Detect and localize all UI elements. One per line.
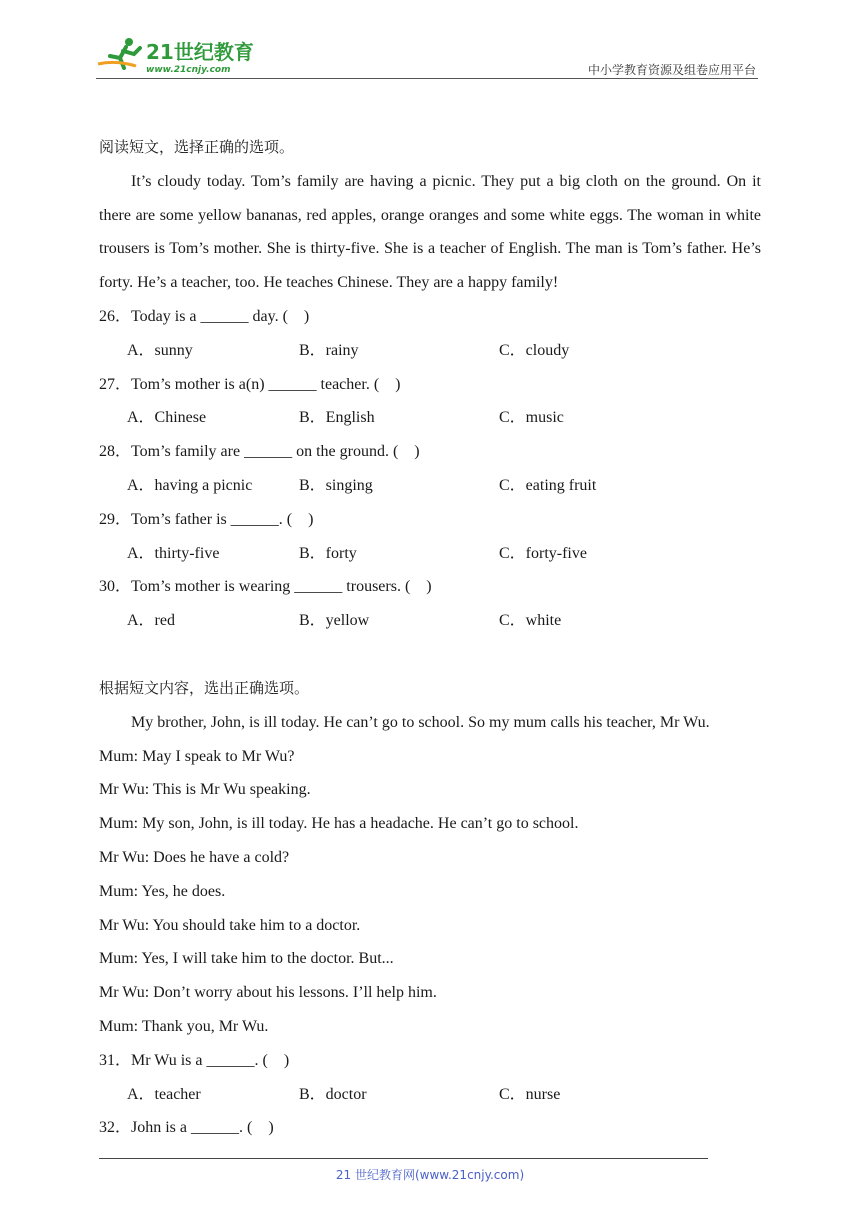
question-27 — [99, 368, 761, 436]
logo — [96, 34, 266, 74]
dialogue-line: Mr Wu: You should take him to a doctor. — [99, 916, 361, 934]
option-b: B．singing — [299, 476, 373, 494]
option-a: A．thirty-five — [127, 544, 220, 562]
option-c: C．eating fruit — [499, 476, 597, 494]
question-text: 30．Tom’s mother is wearing ______ trousers. ( ) — [99, 578, 432, 596]
header-tagline: 中小学教育资源及组卷应用平台 — [587, 63, 756, 77]
running-man-icon — [98, 38, 140, 68]
option-b: B．doctor — [299, 1085, 367, 1103]
dialogue-line: Mr Wu: Don’t worry about his lessons. I’ll help him. — [99, 984, 437, 1002]
question-text: 27．Tom’s mother is a(n) ______ teacher. ( ) — [99, 375, 401, 393]
question-31 — [99, 1044, 761, 1112]
option-a: A．red — [127, 612, 175, 630]
options-row — [99, 604, 761, 638]
section1-passage: It’s cloudy today. Tom’s family are having a picnic. They put a big cloth on the ground. On it there are some yellow bananas, red apples, orange oranges and some white eggs. The woman in white trousers is Tom’s mother. She is thirty-five. She is a teacher of English. The man is Tom’s father. He’s forty. He’s a teacher, too. He teaches Chinese. They are a happy family! — [99, 172, 761, 292]
dialogue-line: Mum: My son, John, is ill today. He has a headache. He can’t go to school. — [99, 815, 579, 833]
dialogue-line: Mum: Thank you, Mr Wu. — [99, 1017, 269, 1035]
logo-text: 21世纪教育 — [146, 40, 254, 64]
logo-url: www.21cnjy.com — [146, 65, 231, 74]
dialogue-line: Mum: May I speak to Mr Wu? — [99, 747, 295, 765]
option-b: B．yellow — [299, 612, 370, 630]
option-b: B．forty — [299, 544, 357, 562]
option-c: C．music — [499, 409, 564, 427]
page-header — [96, 30, 758, 78]
option-a: A．teacher — [127, 1085, 201, 1103]
dialogue-line: Mum: Yes, he does. — [99, 882, 226, 900]
question-text: 31．Mr Wu is a ______. ( ) — [99, 1051, 290, 1069]
question-text: 32．John is a ______. ( ) — [99, 1119, 274, 1137]
question-30 — [99, 570, 761, 638]
footer-divider — [99, 1158, 708, 1159]
footer-text: 21 世纪教育网(www.21cnjy.com) — [335, 1168, 525, 1182]
question-text: 28．Tom’s family are ______ on the ground. ( ) — [99, 443, 420, 461]
question-28 — [99, 435, 761, 503]
option-c: C．forty-five — [499, 544, 587, 562]
question-text: 29．Tom’s father is ______. ( ) — [99, 510, 314, 528]
option-a: A．having a picnic — [127, 476, 253, 494]
section2-intro: My brother, John, is ill today. He can’t go to school. So my mum calls his teacher, Mr Wu. — [131, 713, 710, 731]
options-row — [99, 469, 761, 503]
option-b: B．English — [299, 409, 375, 427]
header-divider — [96, 78, 758, 79]
option-c: C．cloudy — [499, 341, 570, 359]
section2-instruction: 根据短文内容，选出正确选项。 — [99, 678, 310, 697]
dialogue-line: Mr Wu: Does he have a cold? — [99, 848, 290, 866]
option-a: A．sunny — [127, 341, 193, 359]
dialogue-line: Mr Wu: This is Mr Wu speaking. — [99, 781, 311, 799]
options-row — [99, 537, 761, 571]
dialogue-line: Mum: Yes, I will take him to the doctor. But... — [99, 950, 394, 968]
question-29 — [99, 503, 761, 571]
options-row — [99, 334, 761, 368]
section1-instruction: 阅读短文，选择正确的选项。 — [99, 138, 295, 156]
question-text: 26．Today is a ______ day. ( ) — [99, 307, 310, 325]
question-26 — [99, 300, 761, 368]
question-32 — [99, 1111, 761, 1145]
option-b: B．rainy — [299, 341, 359, 359]
option-c: C．white — [499, 612, 562, 630]
option-c: C．nurse — [499, 1085, 561, 1103]
options-row — [99, 401, 761, 435]
option-a: A．Chinese — [127, 409, 207, 427]
options-row — [99, 1078, 761, 1112]
section-gap — [99, 638, 761, 672]
worksheet-content — [99, 131, 761, 1145]
